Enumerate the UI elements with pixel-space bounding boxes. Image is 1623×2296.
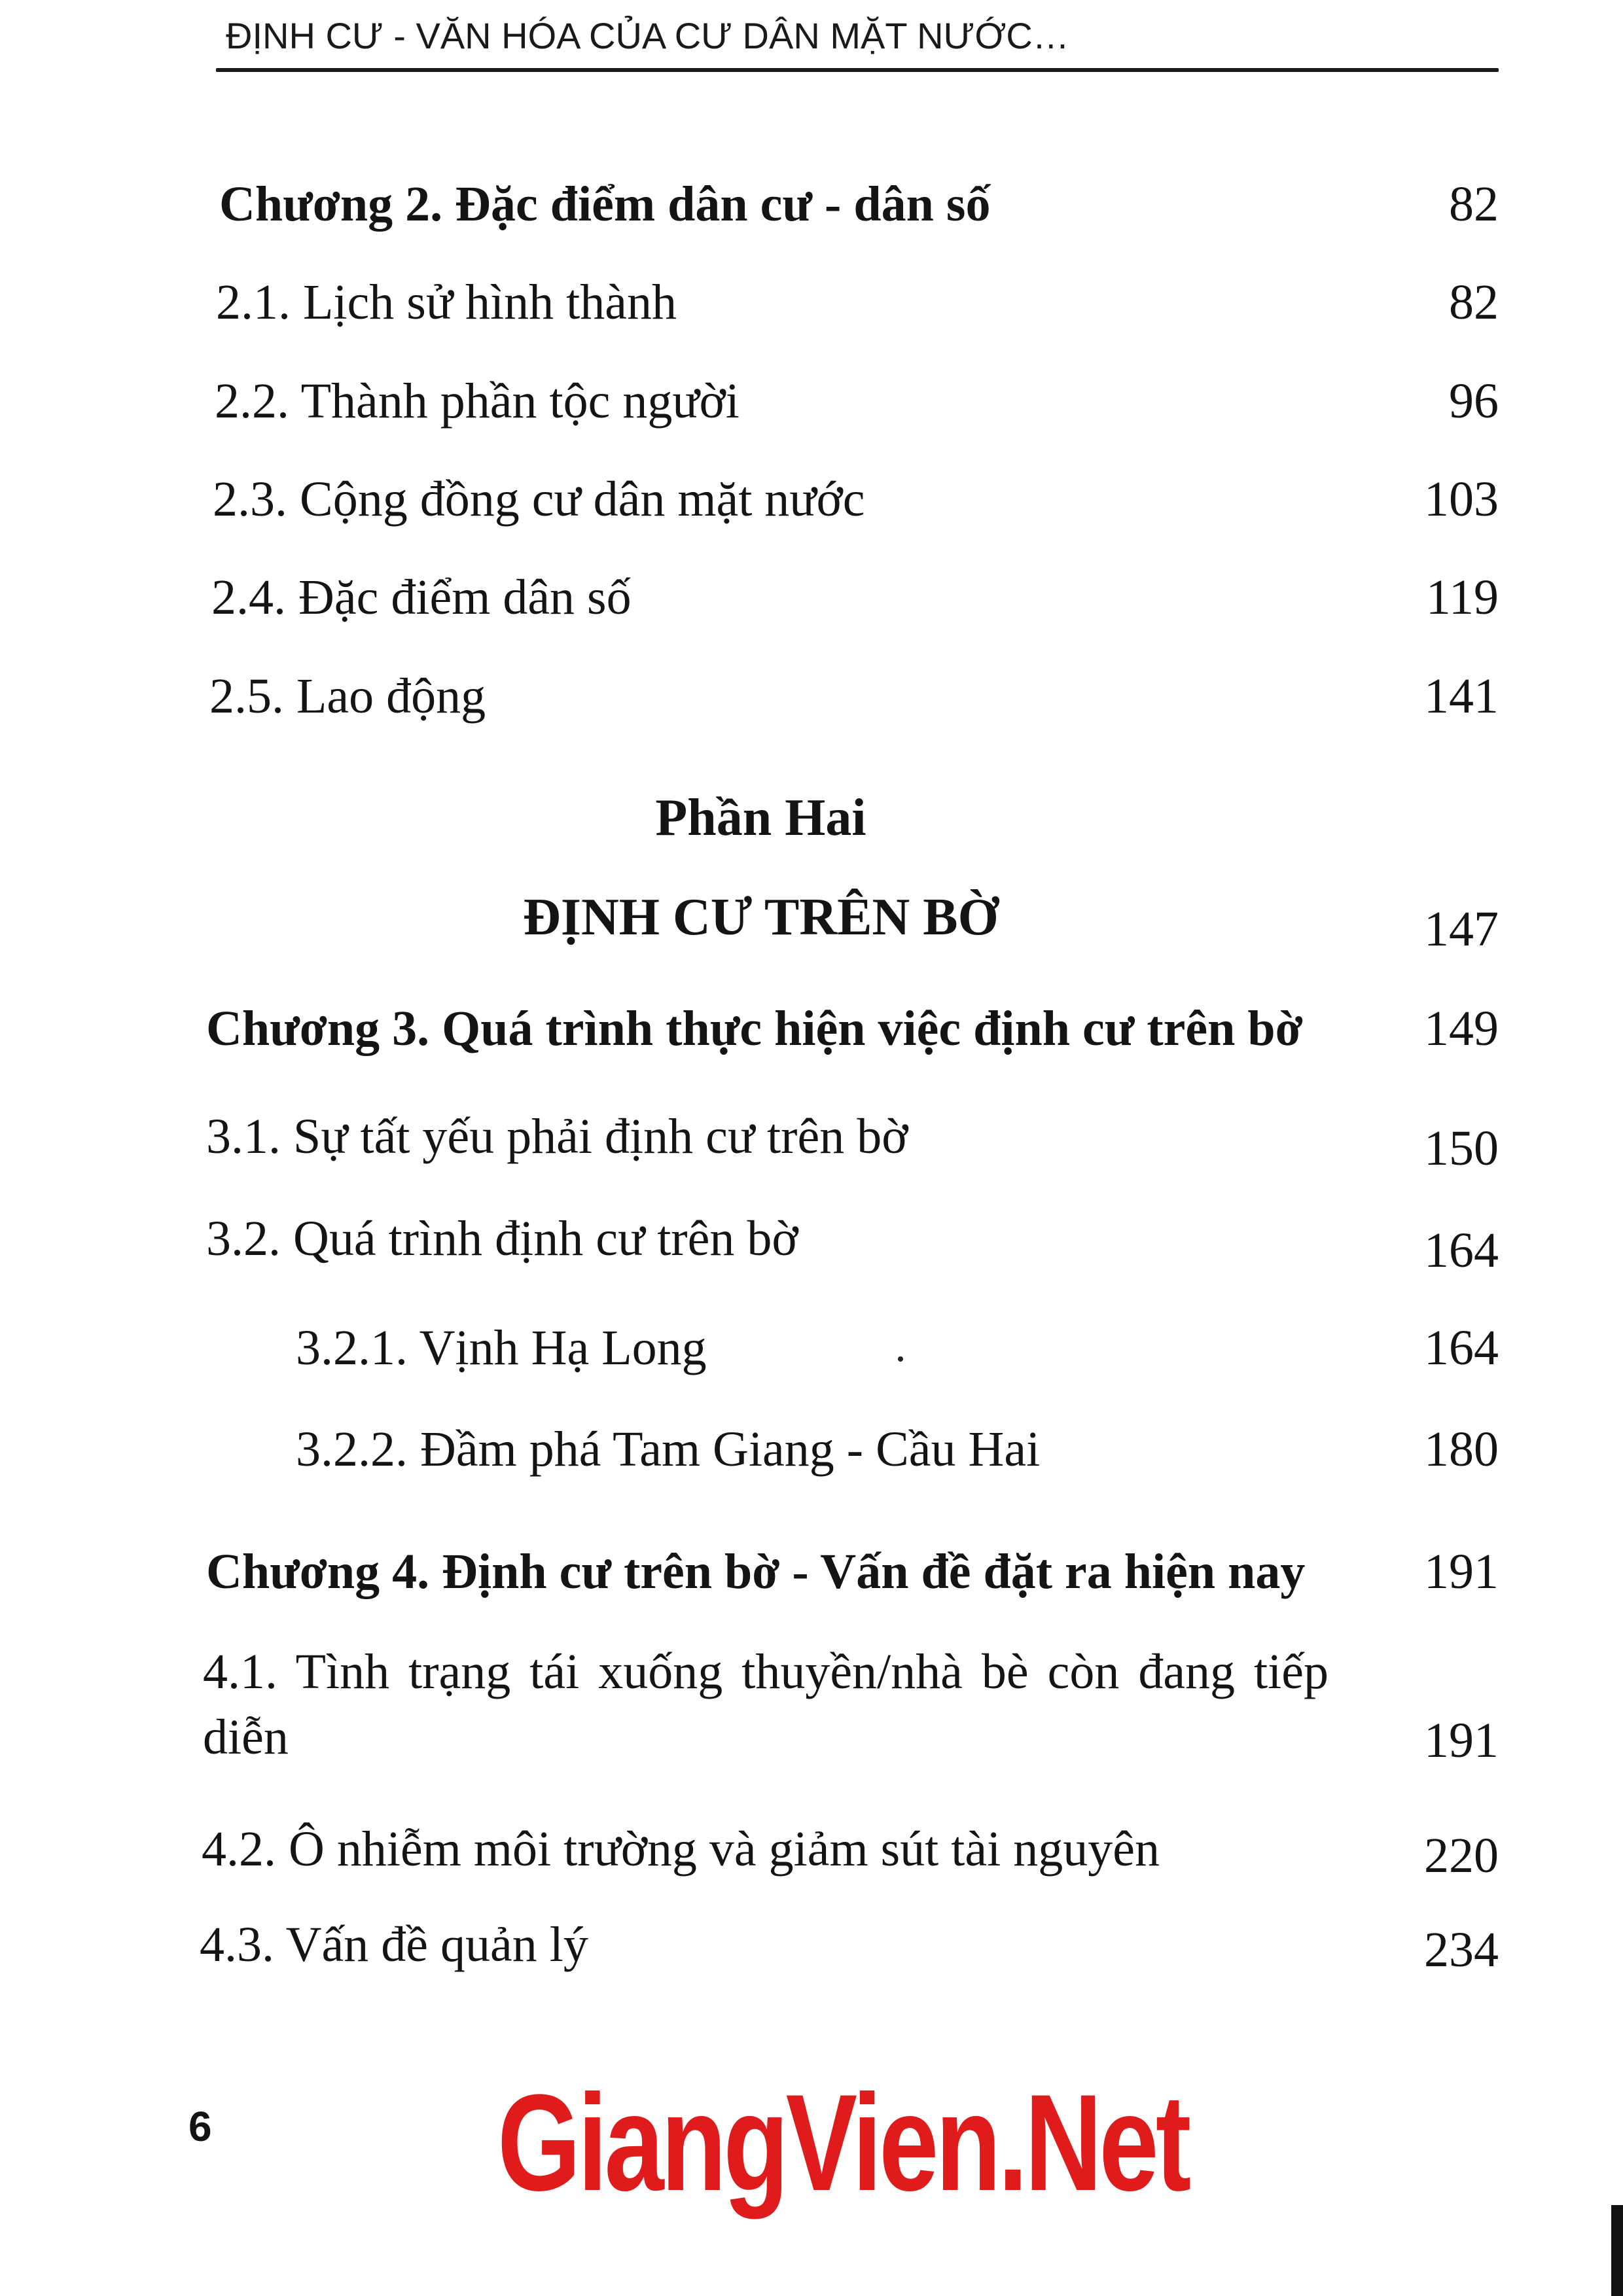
toc-entry-page: 220 — [1424, 1828, 1499, 1883]
toc-entry-4-1[interactable] — [0, 1639, 1623, 1773]
watermark-logo: GiangVien.Net — [497, 2066, 1188, 2219]
toc-entry-page: 103 — [1424, 472, 1499, 527]
toc-entry-title: Chương 4. Định cư trên bờ - Vấn đề đặt ra hiện nay — [206, 1544, 1306, 1599]
toc-entry-title: 3.2. Quá trình định cư trên bờ — [206, 1211, 798, 1266]
toc-entry-page: 147 — [1424, 902, 1499, 957]
toc-entry-3-2[interactable] — [0, 1206, 1623, 1278]
toc-entry-title: 2.1. Lịch sử hình thành — [216, 275, 677, 330]
toc-entry-2-3[interactable] — [0, 467, 1623, 532]
scan-edge-mark — [1611, 2205, 1623, 2296]
toc-entry-page: 141 — [1424, 669, 1499, 724]
toc-entry-chapter-2[interactable] — [0, 171, 1623, 237]
page-number: 6 — [188, 2103, 212, 2150]
header-rule — [216, 68, 1499, 72]
toc-entry-2-1[interactable] — [0, 270, 1623, 335]
toc-entry-title: Chương 2. Đặc điểm dân cư - dân số — [219, 177, 991, 232]
toc-entry-page: 82 — [1449, 177, 1499, 232]
toc-entry-title: 2.2. Thành phần tộc người — [215, 374, 740, 429]
toc-entry-page: 191 — [1424, 1544, 1499, 1599]
toc-entry-page: 119 — [1425, 570, 1499, 625]
toc-entry-3-2-2[interactable] — [0, 1417, 1623, 1482]
toc-entry-page: 234 — [1424, 1922, 1499, 1977]
toc-entry-chapter-3[interactable] — [0, 996, 1623, 1061]
toc-entry-page: 150 — [1424, 1121, 1499, 1176]
toc-entry-4-2[interactable] — [0, 1816, 1623, 1882]
toc-entry-chapter-4[interactable] — [0, 1539, 1623, 1604]
toc-entry-title: 3.1. Sự tất yếu phải định cư trên bờ — [206, 1109, 908, 1164]
part-label: Phần Hai — [655, 789, 866, 847]
toc-entry-page: 96 — [1449, 374, 1499, 429]
running-header: ĐỊNH CƯ - VĂN HÓA CỦA CƯ DÂN MẶT NƯỚC… — [226, 15, 1069, 56]
toc-entry-title: 2.4. Đặc điểm dân số — [211, 570, 632, 625]
toc-entry-title: 4.3. Vấn đề quản lý — [200, 1917, 588, 1972]
toc-entry-2-2[interactable] — [0, 368, 1623, 434]
toc-entry-part-2[interactable] — [0, 885, 1623, 957]
toc-entry-2-4[interactable] — [0, 565, 1623, 630]
toc-entry-title: ĐỊNH CƯ TRÊN BỜ — [523, 889, 999, 946]
toc-entry-2-5[interactable] — [0, 663, 1623, 729]
toc-entry-3-1[interactable] — [0, 1104, 1623, 1176]
toc-entry-title: 3.2.1. Vịnh Hạ Long — [296, 1320, 707, 1375]
toc-entry-page: 191 — [1424, 1713, 1499, 1768]
toc-entry-page: 180 — [1424, 1422, 1499, 1477]
toc-entry-title: 3.2.2. Đầm phá Tam Giang - Cầu Hai — [296, 1422, 1041, 1477]
toc-entry-title: 2.5. Lao động — [209, 669, 486, 724]
toc-entry-title: 2.3. Cộng đồng cư dân mặt nước — [213, 472, 865, 527]
toc-entry-page: 82 — [1449, 275, 1499, 330]
toc-entry-page: 149 — [1424, 1001, 1499, 1056]
scan-speck — [898, 1356, 903, 1362]
toc-entry-title: 4.1. Tình trạng tái xuống thuyền/nhà bè còn đang tiếp diễn — [203, 1644, 1329, 1765]
toc-entry-page: 164 — [1424, 1320, 1499, 1375]
toc-entry-title: Chương 3. Quá trình thực hiện việc định cư trên bờ — [206, 1001, 1303, 1056]
toc-entry-title: 4.2. Ô nhiễm môi trường và giảm sút tài nguyên — [202, 1822, 1160, 1877]
toc-entry-4-3[interactable] — [0, 1912, 1623, 1977]
toc-entry-page: 164 — [1424, 1223, 1499, 1278]
toc-entry-3-2-1[interactable] — [0, 1315, 1623, 1381]
